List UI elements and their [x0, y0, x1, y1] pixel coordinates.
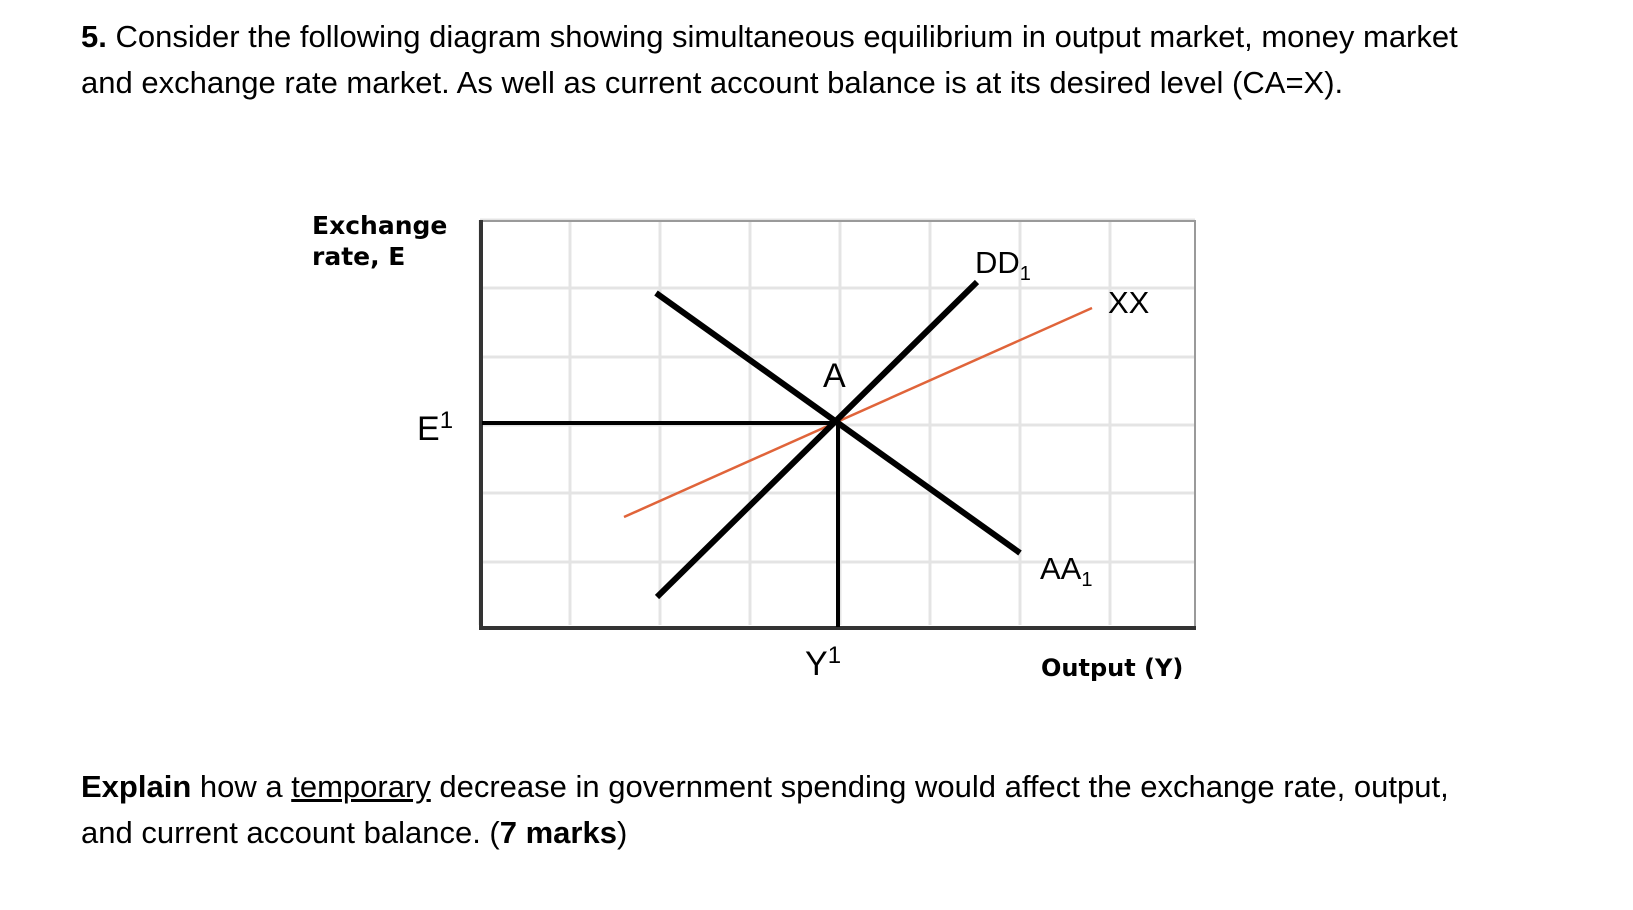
- task-text-3: ): [616, 815, 628, 850]
- dd-subscript: 1: [1019, 263, 1031, 285]
- question-intro-text: Consider the following diagram showing simultaneous equilibrium in output market, money market and exchange rate market. As well as current account balance is at its desired level (CA=X).: [81, 19, 1458, 100]
- e1-superscript: 1: [439, 407, 454, 434]
- y1-superscript: 1: [827, 642, 842, 669]
- y-axis-label-line1: Exchange: [312, 211, 448, 240]
- equilibrium-point-label: A: [823, 357, 846, 395]
- question-number: 5.: [81, 19, 107, 54]
- y-axis-label-line2: rate, E: [312, 242, 406, 271]
- question-task: [81, 764, 1501, 856]
- task-text-1: how a: [191, 769, 292, 804]
- task-text-2: decrease in government spending would affect the exchange rate, output, and current account balance. (: [81, 769, 1449, 850]
- xx-label: XX: [1108, 285, 1150, 320]
- task-keyword: Explain: [81, 769, 192, 804]
- y1-label: [805, 642, 841, 683]
- dd-label: [975, 245, 1031, 285]
- y1-letter: Y: [805, 645, 828, 683]
- xx-curve: [624, 308, 1092, 517]
- aa-subscript: 1: [1081, 569, 1093, 591]
- marks: 7 marks: [499, 815, 617, 850]
- aa-letters: AA: [1040, 551, 1082, 586]
- task-underlined-word: temporary: [291, 769, 431, 804]
- e1-label: [417, 407, 453, 448]
- e1-letter: E: [417, 410, 440, 448]
- x-axis-label: Output (Y): [1041, 654, 1184, 682]
- dd-letters: DD: [975, 245, 1020, 280]
- aa-label: [1040, 551, 1092, 591]
